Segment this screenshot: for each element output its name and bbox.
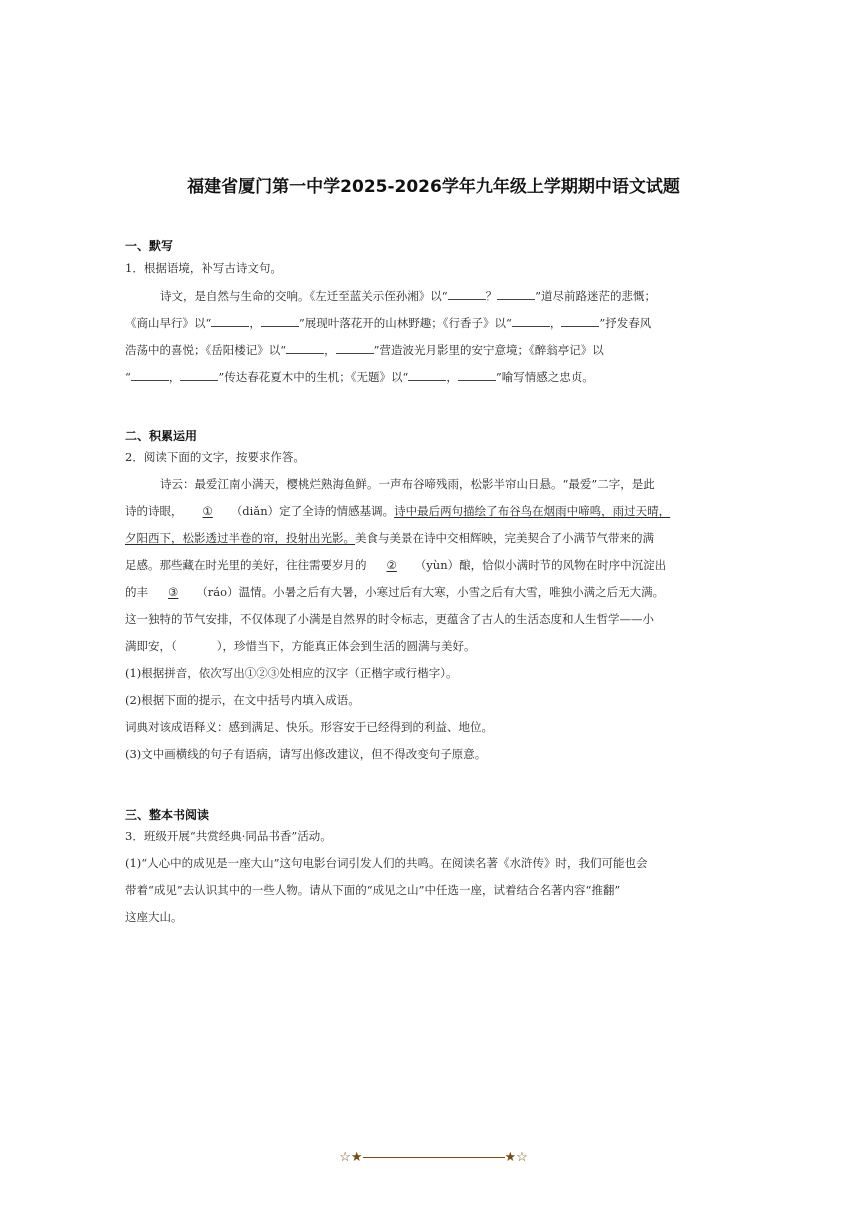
q2-passage-line-5: 的丰 ③ （ráo）温情。小暑之后有大暑，小寒过后有大寒，小雪之后有大雪，唯独小满之后无大满。 [125,585,665,599]
question-1-stem: 1．根据语境，补写古诗文句。 [125,261,282,275]
q2-subquestion-3: (3)文中画横线的句子有语病，请写出修改建议，但不得改变句子原意。 [125,747,487,761]
q2-passage-line-4: 足感。那些藏在时光里的美好，往往需要岁月的 ② （yùn）酿，恰似小满时节的风物在时序中沉淀出 [125,558,667,572]
star-icon: ☆★ [339,1150,363,1165]
q2-passage-line-6: 这一独特的节气安排，不仅体现了小满是自然界的时令标志，更蕴含了古人的生活态度和人生哲学——小 [125,612,654,626]
answer-blank[interactable] [512,314,550,327]
page-footer-ornament [0,1150,867,1165]
page-title: 福建省厦门第一中学2025-2026学年九年级上学期期中语文试题 [187,177,680,197]
q1-paragraph-line-1: 诗文，是自然与生命的交响。《左迁至蓝关示侄孙湘》以“ ？ ”道尽前路迷茫的悲慨； [160,289,657,303]
answer-blank[interactable] [286,341,324,354]
answer-blank[interactable] [448,287,486,300]
answer-blank[interactable] [561,314,599,327]
q1-paragraph-line-2: 《商山早行》以“ ， ”展现叶落花开的山林野趣；《行香子》以“ ， ”抒发春风 [125,316,652,330]
question-2-stem: 2．阅读下面的文字，按要求作答。 [125,450,305,464]
section-heading-whole-book-reading: 三、整本书阅读 [125,808,210,822]
answer-blank[interactable] [497,287,535,300]
q2-passage-line-1: 诗云：最爱江南小满天，樱桃烂熟海鱼鲜。一声布谷啼残雨，松影半帘山日悬。“最爱”二字，是此 [160,477,655,491]
blank-marker-2: ② [386,558,397,572]
section-heading-dictation: 一、默写 [125,239,174,253]
q3-prompt-line-3: 这座大山。 [125,910,183,924]
q3-prompt-line-2: 带着“成见”去认识其中的一些人物。请从下面的“成见之山”中任选一座，试着结合名著内容“推翻” [125,883,621,897]
q1-paragraph-line-4: “ ， ”传达春花夏木中的生机；《无题》以“ ， ”喻写情感之忠贞。 [125,370,594,384]
underlined-sentence: 夕阳西下，松影透过半卷的帘，投射出光影。 [125,531,355,545]
q3-prompt-line-1: (1)“人心中的成见是一座大山”这句电影台词引发人们的共鸣。在阅读名著《水浒传》时，我们可能也会 [125,856,648,870]
answer-blank[interactable] [336,341,374,354]
q2-passage-line-7: 满即安，（ ），珍惜当下，方能真正体会到生活的圆满与美好。 [125,639,476,653]
star-icon: ★☆ [504,1150,528,1165]
q2-subquestion-2-hint: 词典对该成语释义：感到满足、快乐。形容安于已经得到的利益、地位。 [125,720,493,734]
answer-blank[interactable] [458,368,496,381]
divider [363,1157,505,1158]
q2-subquestion-2: (2)根据下面的提示，在文中括号内填入成语。 [125,693,360,707]
question-3-stem: 3．班级开展“共赏经典·同品书香”活动。 [125,829,332,843]
blank-marker-3: ③ [168,585,179,599]
answer-blank[interactable] [211,314,249,327]
section-heading-usage: 二、积累运用 [125,429,198,443]
answer-blank[interactable] [408,368,446,381]
q2-passage-line-2: 诗的诗眼， ① （diǎn）定了全诗的情感基调。诗中最后两句描绘了布谷鸟在烟雨中啼鸣，雨过天晴， [125,504,671,518]
q1-paragraph-line-3: 浩荡中的喜悦；《岳阳楼记》以“ ， ”营造波光月影里的安宁意境；《醉翁亭记》以 [125,343,604,357]
q2-subquestion-1: (1)根据拼音，依次写出①②③处相应的汉字（正楷字或行楷字）。 [125,666,458,680]
blank-marker-1: ① [202,504,213,518]
underlined-sentence: 诗中最后两句描绘了布谷鸟在烟雨中啼鸣，雨过天晴， [394,504,671,518]
q2-passage-line-3: 夕阳西下，松影透过半卷的帘，投射出光影。美食与美景在诗中交相辉映，完美契合了小满节气带来的满 [125,531,654,545]
answer-blank[interactable] [131,368,169,381]
answer-blank[interactable] [261,314,299,327]
answer-blank[interactable] [180,368,218,381]
